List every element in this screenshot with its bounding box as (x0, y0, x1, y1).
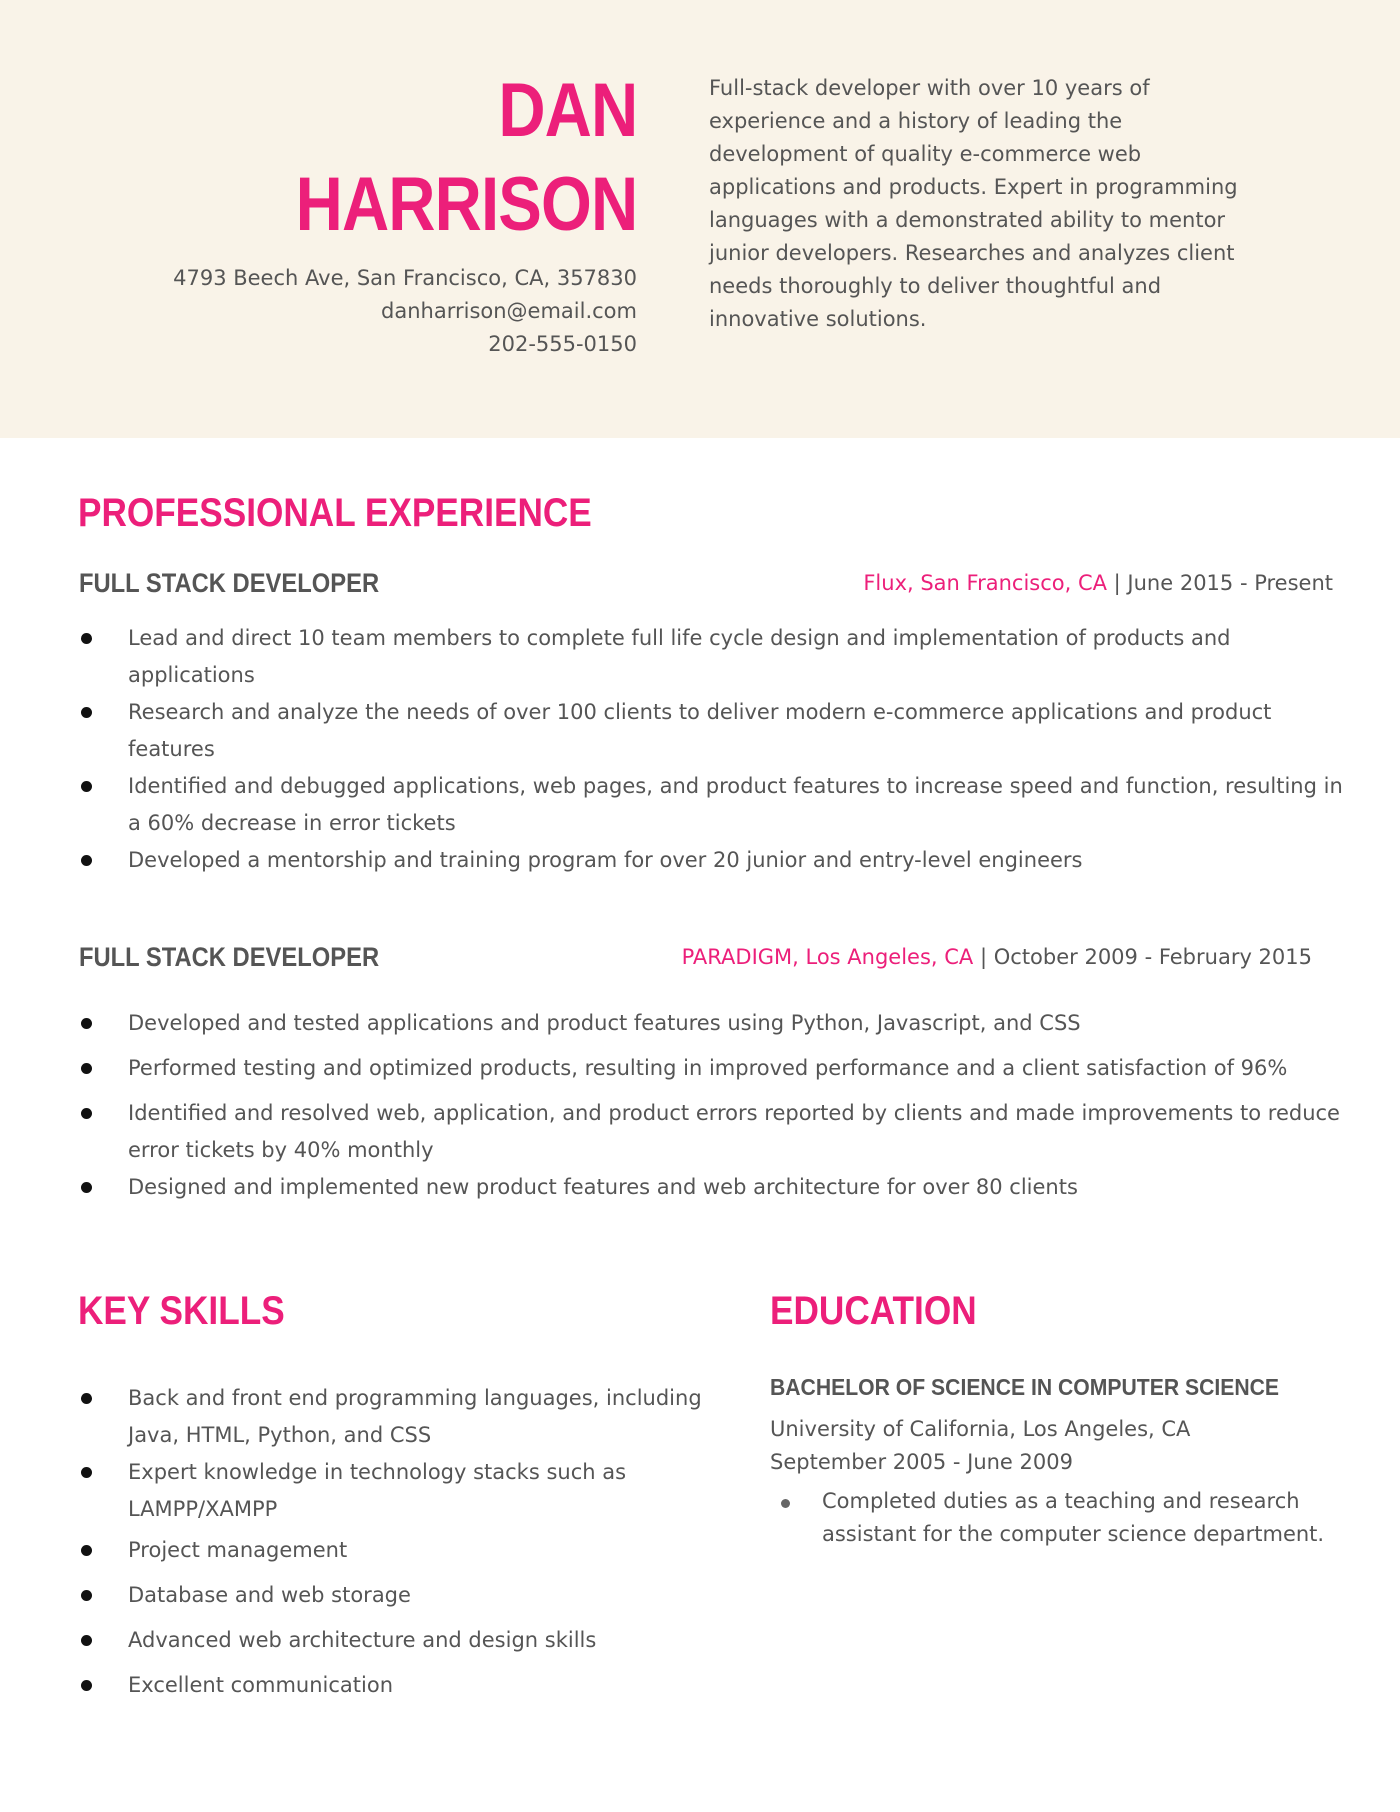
job-title: FULL STACK DEVELOPER (79, 568, 380, 598)
summary: Full-stack developer with over 10 years of experience and a history of leading the development of quality e-commerce web applications and products. Expert in programming languages with a demonstrated ability to mentor junior developers. Researches and analyzes client needs thoroughly to deliver thoughtful and innovative solutions. (709, 76, 1238, 331)
first-name: DAN (497, 68, 637, 153)
list-item: Back and front end programming languages, including Java, HTML, Python, and CSS (78, 1380, 718, 1454)
skills-heading: KEY SKILLS (78, 1289, 285, 1333)
list-item: Expert knowledge in technology stacks such as LAMPP/XAMPP (78, 1454, 718, 1528)
list-item: Research and analyze the needs of over 100 clients to deliver modern e-commerce applications and product features (78, 694, 1348, 768)
job-company: PARADIGM, Los Angeles, CA (681, 945, 974, 969)
list-item: Project management (78, 1532, 718, 1569)
job-dates: | June 2015 - Present (1107, 571, 1333, 595)
job-meta (682, 942, 1312, 972)
list-item: Lead and direct 10 team members to complete full life cycle design and implementation of products and applications (78, 620, 1348, 694)
education-dates: September 2005 - June 2009 (770, 1450, 1073, 1474)
address: 4793 Beech Ave, San Francisco, CA, 357830 (173, 266, 637, 290)
job-dates: | October 2009 - February 2015 (973, 945, 1312, 969)
experience-heading: PROFESSIONAL EXPERIENCE (78, 491, 592, 535)
skills-list (78, 1380, 718, 1704)
list-item: Identified and debugged applications, web pages, and product features to increase speed and function, resulting in a 60% decrease in error tickets (78, 768, 1348, 842)
job-title: FULL STACK DEVELOPER (79, 942, 380, 972)
degree: BACHELOR OF SCIENCE IN COMPUTER SCIENCE (770, 1374, 1280, 1400)
header-banner (0, 0, 1400, 438)
job-company: Flux, San Francisco, CA (863, 571, 1107, 595)
list-item: Developed a mentorship and training program for over 20 junior and entry-level engineers (78, 842, 1348, 879)
phone: 202-555-0150 (488, 332, 637, 356)
list-item: Developed and tested applications and product features using Python, Javascript, and CSS (78, 1005, 1348, 1042)
email: danharrison@email.com (381, 299, 637, 323)
job-bullets (78, 620, 1348, 879)
list-item: Identified and resolved web, application, and product errors reported by clients and made improvements to reduce error tickets by 40% monthly (78, 1095, 1348, 1169)
contact-info (173, 262, 637, 361)
job-meta (863, 568, 1333, 598)
education-heading: EDUCATION (770, 1289, 977, 1333)
list-item: Excellent communication (78, 1667, 718, 1704)
list-item: Performed testing and optimized products, resulting in improved performance and a client satisfaction of 96% (78, 1050, 1348, 1087)
education-bullets (770, 1485, 1330, 1551)
last-name: HARRISON (295, 162, 637, 247)
job-bullets (78, 1005, 1348, 1206)
list-item: Designed and implemented new product features and web architecture for over 80 clients (78, 1169, 1348, 1206)
list-item: Completed duties as a teaching and research assistant for the computer science department. (770, 1485, 1330, 1551)
school: University of California, Los Angeles, CA (770, 1417, 1191, 1441)
candidate-name (295, 64, 637, 252)
list-item: Database and web storage (78, 1577, 718, 1614)
list-item: Advanced web architecture and design skills (78, 1622, 718, 1659)
